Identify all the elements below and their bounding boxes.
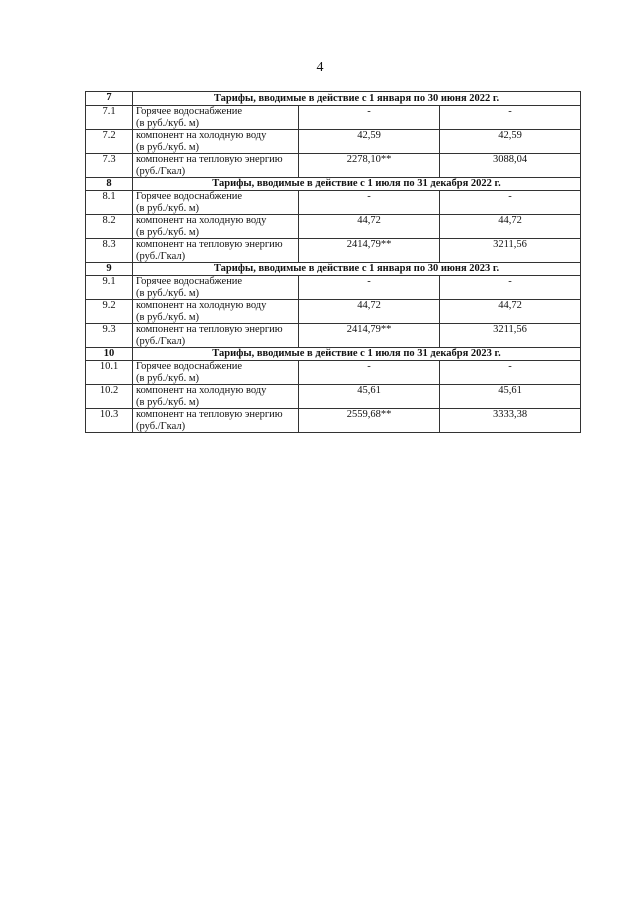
description-line: Горячее водоснабжение bbox=[136, 106, 243, 117]
description-line: Горячее водоснабжение bbox=[136, 191, 243, 202]
row-number: 10.2 bbox=[86, 385, 133, 409]
row-description bbox=[133, 361, 299, 385]
description-unit: (в руб./куб. м) bbox=[136, 226, 199, 238]
description-unit: (в руб./куб. м) bbox=[136, 202, 199, 214]
description-line: Горячее водоснабжение bbox=[136, 361, 243, 372]
table-row bbox=[86, 385, 581, 409]
table-row bbox=[86, 191, 581, 215]
value-cell: 2414,79** bbox=[299, 239, 440, 263]
row-number: 10.1 bbox=[86, 361, 133, 385]
table-row bbox=[86, 215, 581, 239]
section-number: 8 bbox=[86, 178, 133, 191]
value-cell: 3211,56 bbox=[440, 324, 581, 348]
section-header bbox=[86, 348, 581, 361]
section-header bbox=[86, 92, 581, 106]
row-number: 9.1 bbox=[86, 276, 133, 300]
row-description bbox=[133, 239, 299, 263]
row-description bbox=[133, 130, 299, 154]
description-line: компонент на холодную воду bbox=[136, 215, 267, 226]
section-title: Тарифы, вводимые в действие с 1 января по 30 июня 2023 г. bbox=[133, 263, 581, 276]
table-row bbox=[86, 409, 581, 433]
value-cell: 42,59 bbox=[440, 130, 581, 154]
table-row bbox=[86, 130, 581, 154]
row-number: 9.3 bbox=[86, 324, 133, 348]
description-line: компонент на холодную воду bbox=[136, 130, 267, 141]
section-number: 9 bbox=[86, 263, 133, 276]
description-unit: (руб./Гкал) bbox=[136, 165, 186, 177]
description-line: компонент на тепловую энергию bbox=[136, 324, 283, 335]
value-cell: - bbox=[299, 276, 440, 300]
table-row bbox=[86, 239, 581, 263]
row-number: 8.3 bbox=[86, 239, 133, 263]
value-cell: 44,72 bbox=[299, 300, 440, 324]
value-cell: 3088,04 bbox=[440, 154, 581, 178]
description-unit: (в руб./куб. м) bbox=[136, 117, 199, 129]
description-line: компонент на холодную воду bbox=[136, 300, 267, 311]
description-unit: (руб./Гкал) bbox=[136, 335, 186, 347]
table-row bbox=[86, 361, 581, 385]
row-number: 7.1 bbox=[86, 106, 133, 130]
description-line: компонент на тепловую энергию bbox=[136, 409, 283, 420]
description-line: компонент на тепловую энергию bbox=[136, 154, 283, 165]
section-header bbox=[86, 263, 581, 276]
section-title: Тарифы, вводимые в действие с 1 июля по 31 декабря 2022 г. bbox=[133, 178, 581, 191]
value-cell: 44,72 bbox=[440, 300, 581, 324]
description-unit: (в руб./куб. м) bbox=[136, 372, 199, 384]
row-description bbox=[133, 106, 299, 130]
description-unit: (руб./Гкал) bbox=[136, 250, 186, 262]
table-row bbox=[86, 300, 581, 324]
value-cell: 45,61 bbox=[440, 385, 581, 409]
row-description bbox=[133, 385, 299, 409]
description-unit: (руб./Гкал) bbox=[136, 420, 186, 432]
row-description bbox=[133, 191, 299, 215]
row-description bbox=[133, 409, 299, 433]
value-cell: - bbox=[440, 276, 581, 300]
value-cell: 42,59 bbox=[299, 130, 440, 154]
table-row bbox=[86, 276, 581, 300]
description-line: компонент на холодную воду bbox=[136, 385, 267, 396]
section-number: 10 bbox=[86, 348, 133, 361]
value-cell: - bbox=[440, 106, 581, 130]
value-cell: - bbox=[299, 106, 440, 130]
description-unit: (в руб./куб. м) bbox=[136, 141, 199, 153]
row-description bbox=[133, 300, 299, 324]
value-cell: 2559,68** bbox=[299, 409, 440, 433]
section-header bbox=[86, 178, 581, 191]
table-row bbox=[86, 106, 581, 130]
row-number: 8.2 bbox=[86, 215, 133, 239]
value-cell: 3211,56 bbox=[440, 239, 581, 263]
section-title: Тарифы, вводимые в действие с 1 января по 30 июня 2022 г. bbox=[133, 92, 581, 106]
value-cell: 2414,79** bbox=[299, 324, 440, 348]
description-line: Горячее водоснабжение bbox=[136, 276, 243, 287]
value-cell: - bbox=[440, 361, 581, 385]
value-cell: - bbox=[440, 191, 581, 215]
value-cell: 45,61 bbox=[299, 385, 440, 409]
row-number: 7.2 bbox=[86, 130, 133, 154]
row-number: 9.2 bbox=[86, 300, 133, 324]
row-description bbox=[133, 324, 299, 348]
row-description bbox=[133, 154, 299, 178]
section-number: 7 bbox=[86, 92, 133, 106]
value-cell: 2278,10** bbox=[299, 154, 440, 178]
value-cell: 3333,38 bbox=[440, 409, 581, 433]
row-number: 10.3 bbox=[86, 409, 133, 433]
description-line: компонент на тепловую энергию bbox=[136, 239, 283, 250]
value-cell: - bbox=[299, 191, 440, 215]
row-number: 7.3 bbox=[86, 154, 133, 178]
description-unit: (в руб./куб. м) bbox=[136, 287, 199, 299]
description-unit: (в руб./куб. м) bbox=[136, 396, 199, 408]
row-description bbox=[133, 215, 299, 239]
value-cell: 44,72 bbox=[299, 215, 440, 239]
table-row bbox=[86, 154, 581, 178]
table-row bbox=[86, 324, 581, 348]
row-number: 8.1 bbox=[86, 191, 133, 215]
section-title: Тарифы, вводимые в действие с 1 июля по 31 декабря 2023 г. bbox=[133, 348, 581, 361]
value-cell: - bbox=[299, 361, 440, 385]
page-number: 4 bbox=[316, 60, 324, 75]
value-cell: 44,72 bbox=[440, 215, 581, 239]
description-unit: (в руб./куб. м) bbox=[136, 311, 199, 323]
row-description bbox=[133, 276, 299, 300]
tariff-table bbox=[85, 91, 581, 433]
